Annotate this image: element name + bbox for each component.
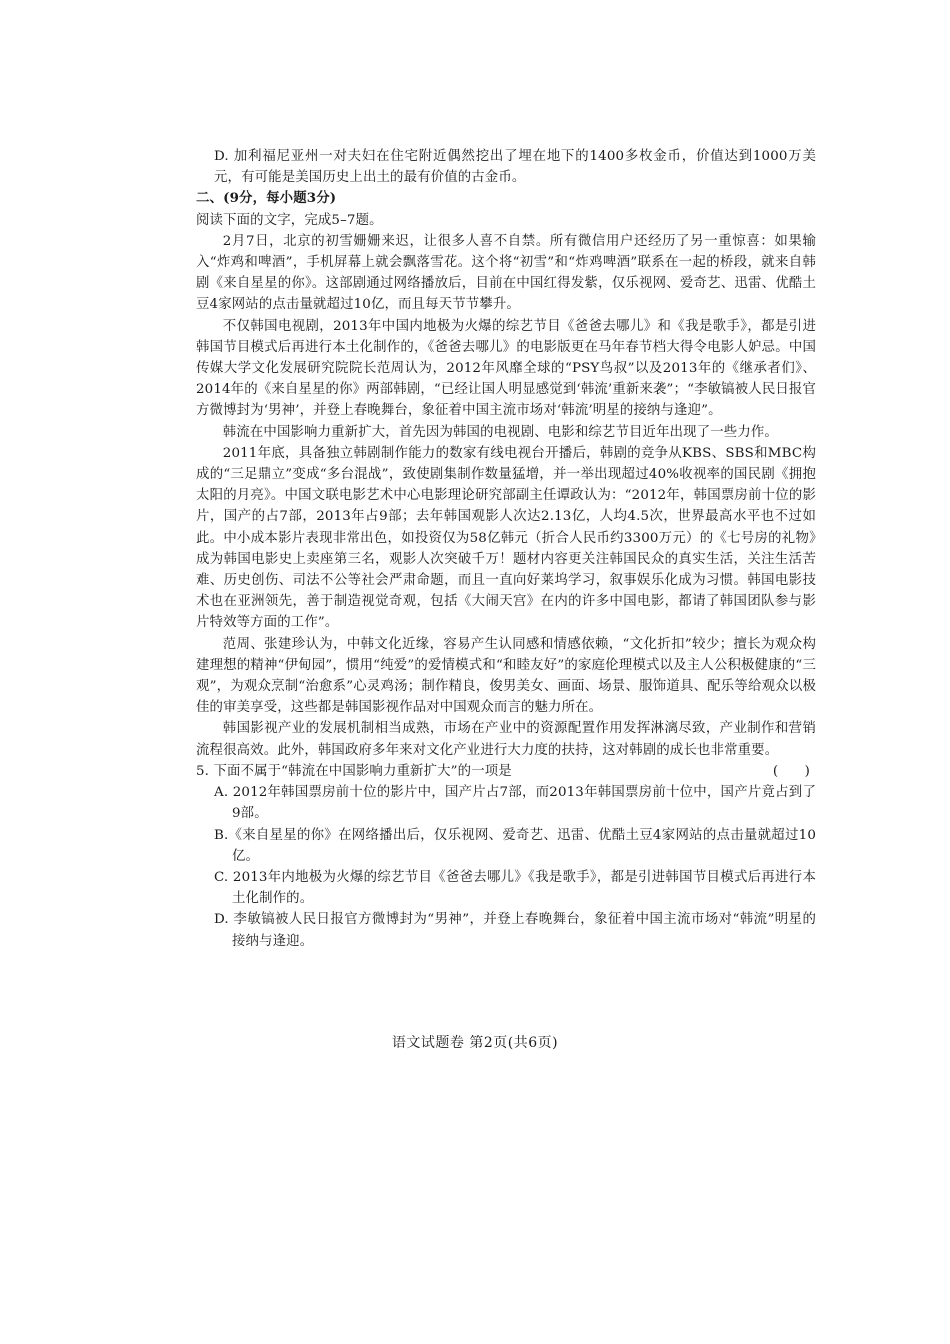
previous-question-option-d: D. 加利福尼亚州一对夫妇在住宅附近偶然挖出了埋在地下的1400多枚金币，价值达到1000万美元，有可能是美国历史上出土的最有价值的古金币。 — [214, 149, 816, 186]
page-content — [196, 146, 816, 952]
option-a: A. 2012年韩国票房前十位的影片中，国产片占7部，而2013年韩国票房前十位中，国产片竟占到了9部。 — [214, 785, 816, 822]
section-title: 二、(9分，每小题3分) — [196, 190, 337, 207]
answer-blank: ( ) — [772, 763, 810, 779]
page-footer: 语文试题卷 第2页(共6页) — [391, 1035, 559, 1051]
question-5-text: 5. 下面不属于“韩流在中国影响力重新扩大”的一项是 — [196, 763, 512, 779]
passage-paragraph-3: 韩流在中国影响力重新扩大，首先因为韩国的电视剧、电影和综艺节目近年出现了一些力作。 — [222, 424, 778, 440]
passage-paragraph-4: 2011年底，具备独立韩剧制作能力的数家有线电视台开播后，韩剧的竞争从KBS、SBS和MBC构成的“三足鼎立”变成“多台混战”，致使剧集制作数量猛增，并一举出现超过40%收视率的国民剧《拥抱太阳的月亮》。中国文联电影艺术中心电影理论研究部副主任谭政认为：“2012年，韩国票房前十位的影片，国产的占7部，2013年占9部；去年韩国观影人次达2.13亿，人均4.5次，世界最高水平也不过如此。中小成本影片表现非常出色，如投资仅为58亿韩元（折合人民币约3300万元）的《七号房的礼物》成为韩国电影史上卖座第三名，观影人次突破千万！题材内容更关注韩国民众的真实生活，关注生活苦难、历史创伤、司法不公等社会严肃命题，而且一直向好莱坞学习，叙事娱乐化成为习惯。韩国电影技术也在亚洲领先，善于制造视觉奇观，包括《大闹天宫》在内的许多中国电影，都请了韩国团队参与影片特效等方面的工作”。 — [196, 445, 816, 631]
question-5-stem — [196, 761, 816, 782]
option-d: D. 李敏镐被人民日报官方微博封为“男神”，并登上春晚舞台，象征着中国主流市场对“韩流”明星的接纳与逢迎。 — [214, 912, 816, 949]
passage-paragraph-2: 不仅韩国电视剧，2013年中国内地极为火爆的综艺节目《爸爸去哪儿》和《我是歌手》，都是引进韩国节目模式后再进行本土化制作的，《爸爸去哪儿》的电影版更在马年春节档大得令电影人妒忌。中国传媒大学文化发展研究院院长范周认为，2012年风靡全球的“PSY鸟叔”以及2013年的《继承者们》、2014年的《来自星星的你》两部韩剧，“已经让国人明显感觉到‘韩流’重新来袭”；“李敏镐被人民日报官方微博封为‘男神’，并登上春晚舞台，象征着中国主流市场对‘韩流’明星的接纳与逢迎”。 — [196, 318, 816, 419]
section-instruction: 阅读下面的文字，完成5–7题。 — [196, 212, 383, 228]
passage-paragraph-1: 2月7日，北京的初雪姗姗来迟，让很多人喜不自禁。所有微信用户还经历了另一重惊喜：如果输入“炸鸡和啤酒”，手机屏幕上就会飘落雪花。这个将“初雪”和“炸鸡啤酒”联系在一起的桥段，就来自韩剧《来自星星的你》。这部剧通过网络播放后，目前在中国红得发紫，仅乐视网、爱奇艺、迅雷、优酷土豆4家网站的点击量就超过10亿，而且每天节节攀升。 — [196, 233, 816, 313]
option-b: B.《来自星星的你》在网络播出后，仅乐视网、爱奇艺、迅雷、优酷土豆4家网站的点击量就超过10亿。 — [214, 827, 816, 864]
option-c: C. 2013年内地极为火爆的综艺节目《爸爸去哪儿》《我是歌手》，都是引进韩国节目模式后再进行本土化制作的。 — [214, 869, 816, 907]
passage-paragraph-6: 韩国影视产业的发展机制相当成熟，市场在产业中的资源配置作用发挥淋漓尽致，产业制作和营销流程很高效。此外，韩国政府多年来对文化产业进行大力度的扶持，这对韩剧的成长也非常重要。 — [196, 721, 816, 758]
passage-paragraph-5: 范周、张建珍认为，中韩文化近缘，容易产生认同感和情感依赖，“文化折扣”较少；擅长为观众构建理想的精神“伊甸园”，惯用“纯爱”的爱情模式和“和睦友好”的家庭伦理模式以及主人公积极健康的“三观”，为观众烹制“治愈系”心灵鸡汤；制作精良，俊男美女、画面、场景、服饰道具、配乐等给观众以极佳的审美享受，这些都是韩国影视作品对中国观众而言的魅力所在。 — [196, 636, 816, 716]
